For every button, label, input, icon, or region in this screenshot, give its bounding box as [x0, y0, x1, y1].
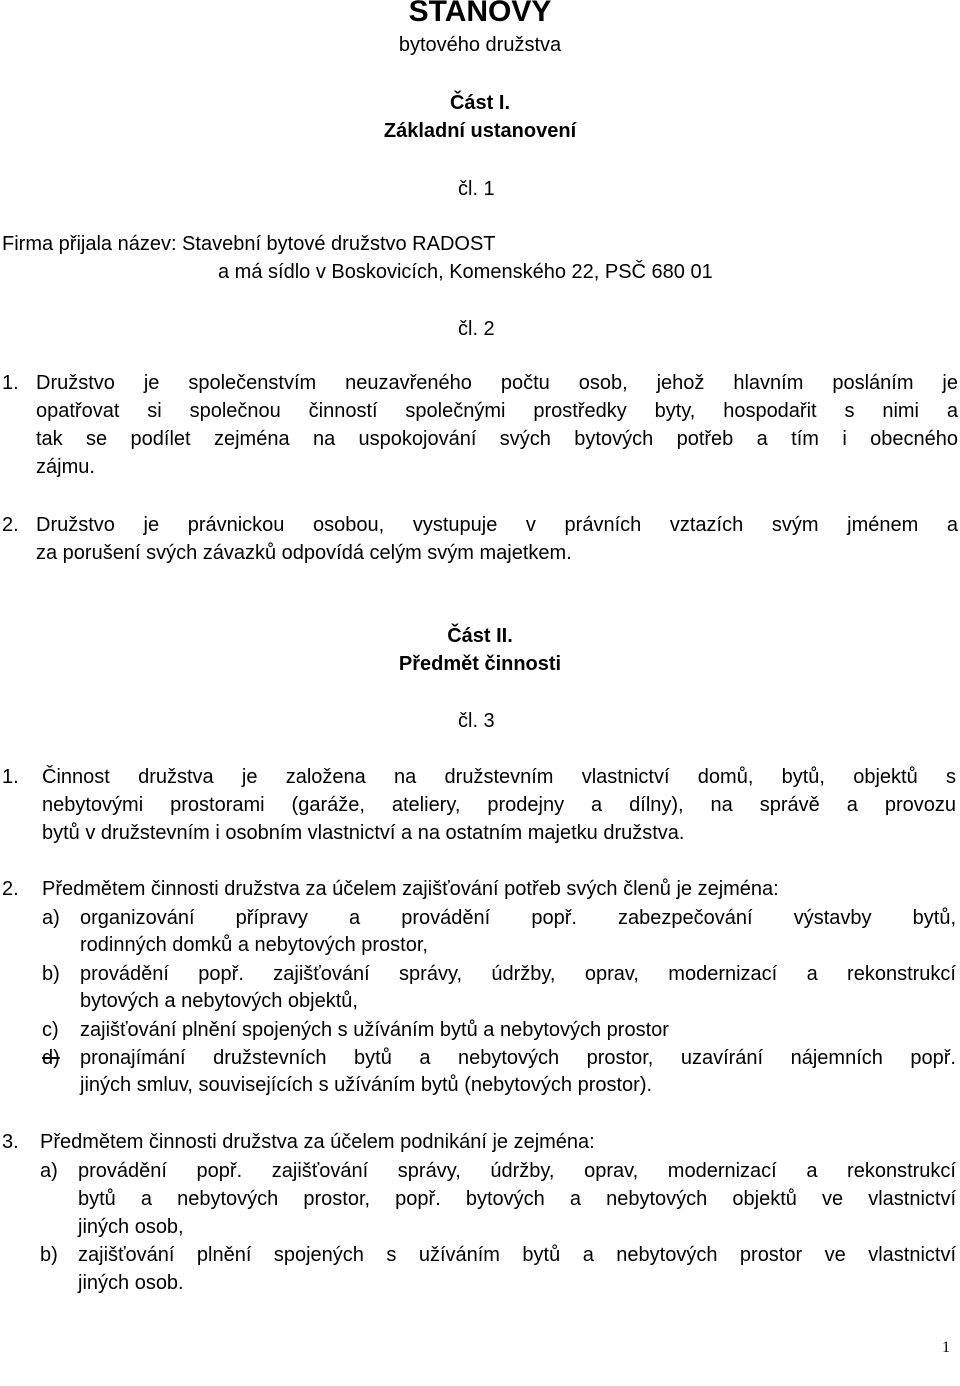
- list-item-line: rodinných domků a nebytových prostor,: [80, 934, 428, 956]
- list-marker: b): [42, 963, 60, 985]
- page-number: 1: [942, 1339, 950, 1356]
- article-label: čl. 2: [458, 318, 495, 340]
- list-marker: b): [40, 1244, 58, 1266]
- paragraph-line: Družstvo je právnickou osobou, vystupuje v právních vztazích svým jménem a: [36, 514, 958, 536]
- paragraph-number: 3.: [2, 1131, 19, 1153]
- paragraph-line: tak se podílet zejména na uspokojování svých bytových potřeb a tím i obecného: [36, 428, 958, 450]
- article-text-line: Firma přijala název: Stavební bytové družstvo RADOST: [2, 233, 496, 255]
- list-item-line: bytových a nebytových objektů,: [80, 990, 358, 1012]
- list-item-line: organizování přípravy a provádění popř. zabezpečování výstavby bytů,: [80, 907, 956, 929]
- list-marker: d): [42, 1047, 60, 1069]
- list-item-line: zajišťování plnění spojených s užíváním bytů a nebytových prostor: [80, 1019, 669, 1041]
- paragraph-line: Činnost družstva je založena na družstevním vlastnictví domů, bytů, objektů s: [42, 766, 956, 788]
- list-marker: a): [40, 1160, 58, 1182]
- list-item-line: provádění popř. zajišťování správy, údržby, oprav, modernizací a rekonstrukcí: [80, 963, 956, 985]
- list-item-line: zajišťování plnění spojených s užíváním bytů a nebytových prostor ve vlastnictví: [78, 1244, 956, 1266]
- list-marker: c): [42, 1019, 59, 1041]
- list-item-line: provádění popř. zajišťování správy, údržby, oprav, modernizací a rekonstrukcí: [78, 1160, 956, 1182]
- part-subheading: Základní ustanovení: [383, 120, 577, 142]
- list-item-line: jiných osob,: [78, 1216, 184, 1238]
- paragraph-number: 2.: [2, 878, 19, 900]
- list-item-line: pronajímání družstevních bytů a nebytových prostor, uzavírání nájemních popř.: [80, 1047, 956, 1069]
- article-label: čl. 1: [458, 178, 495, 200]
- part-heading: Část II.: [447, 625, 513, 647]
- list-item-line: jiných osob.: [78, 1272, 184, 1294]
- part-heading: Část I.: [449, 92, 511, 114]
- paragraph-number: 2.: [2, 514, 19, 536]
- part-subheading: Předmět činnosti: [398, 653, 562, 675]
- paragraph-line: zájmu.: [36, 456, 95, 478]
- article-label: čl. 3: [458, 710, 495, 732]
- list-item-line: bytů a nebytových prostor, popř. bytových a nebytových objektů ve vlastnictví: [78, 1188, 956, 1210]
- paragraph-line: Předmětem činnosti družstva za účelem podnikání je zejména:: [40, 1131, 595, 1153]
- document-subtitle: bytového družstva: [398, 34, 562, 56]
- list-marker: a): [42, 907, 60, 929]
- paragraph-line: bytů v družstevním i osobním vlastnictví a na ostatním majetku družstva.: [42, 822, 685, 844]
- paragraph-number: 1.: [2, 372, 19, 394]
- list-item-line: jiných smluv, souvisejících s užíváním bytů (nebytových prostor).: [80, 1074, 653, 1096]
- paragraph-number: 1.: [2, 766, 19, 788]
- paragraph-line: Předmětem činnosti družstva za účelem zajišťování potřeb svých členů je zejména:: [42, 878, 779, 900]
- paragraph-line: nebytovými prostorami (garáže, ateliery, prodejny a dílny), na správě a provozu: [42, 794, 956, 816]
- paragraph-line: za porušení svých závazků odpovídá celým svým majetkem.: [36, 542, 572, 564]
- paragraph-line: Družstvo je společenstvím neuzavřeného počtu osob, jehož hlavním posláním je: [36, 372, 958, 394]
- paragraph-line: opatřovat si společnou činností společnými prostředky byty, hospodařit s nimi a: [36, 400, 958, 422]
- article-text-line: a má sídlo v Boskovicích, Komenského 22, PSČ 680 01: [218, 261, 713, 283]
- document-title: STANOVY: [408, 0, 552, 28]
